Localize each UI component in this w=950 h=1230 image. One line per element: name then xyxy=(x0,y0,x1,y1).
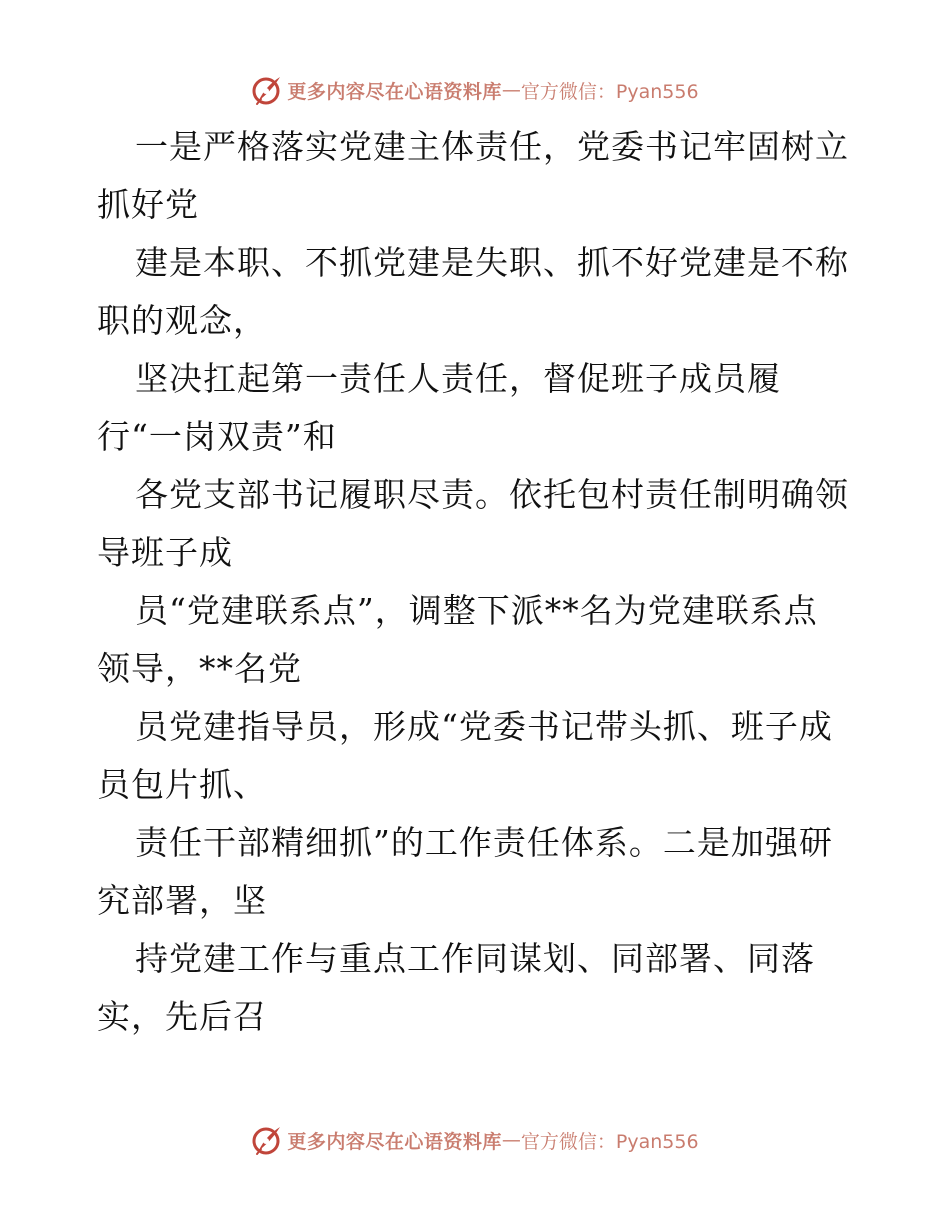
body-line: 实，先后召 xyxy=(97,997,267,1036)
banner-title: 更多内容尽在心语资料库 xyxy=(287,80,502,103)
banner-title: 更多内容尽在心语资料库 xyxy=(287,1130,502,1153)
document-body xyxy=(97,118,857,1046)
body-line: 责任干部精细抓”的工作责任体系。二是加强研 xyxy=(135,823,833,862)
banner-contact: 官方微信：Pyan556 xyxy=(520,1130,699,1153)
body-line: 员包片抓、 xyxy=(97,765,267,804)
body-line: 一是严格落实党建主体责任，党委书记牢固树立 xyxy=(135,127,849,166)
body-line: 员党建指导员，形成“党委书记带头抓、班子成 xyxy=(135,707,833,746)
body-line: 员“党建联系点”，调整下派**名为党建联系点 xyxy=(135,591,818,630)
body-line: 建是本职、不抓党建是失职、抓不好党建是不称 xyxy=(135,243,849,282)
body-line: 导班子成 xyxy=(97,533,233,572)
banner-dash: — xyxy=(501,1129,521,1151)
body-line: 领导，**名党 xyxy=(97,649,302,688)
footer-banner xyxy=(0,1120,950,1160)
body-line: 坚决扛起第一责任人责任，督促班子成员履 xyxy=(135,359,781,398)
quill-pen-logo-icon xyxy=(251,74,283,106)
body-line: 究部署，坚 xyxy=(97,881,267,920)
body-line: 职的观念， xyxy=(97,301,267,340)
body-line: 各党支部书记履职尽责。依托包村责任制明确领 xyxy=(135,475,849,514)
quill-pen-logo-icon xyxy=(251,1124,283,1156)
banner-contact: 官方微信：Pyan556 xyxy=(520,80,699,103)
body-line: 行“一岗双责”和 xyxy=(97,417,337,456)
banner-dash: — xyxy=(501,79,521,101)
header-banner xyxy=(0,70,950,110)
body-line: 抓好党 xyxy=(97,185,199,224)
body-line: 持党建工作与重点工作同谋划、同部署、同落 xyxy=(135,939,815,978)
